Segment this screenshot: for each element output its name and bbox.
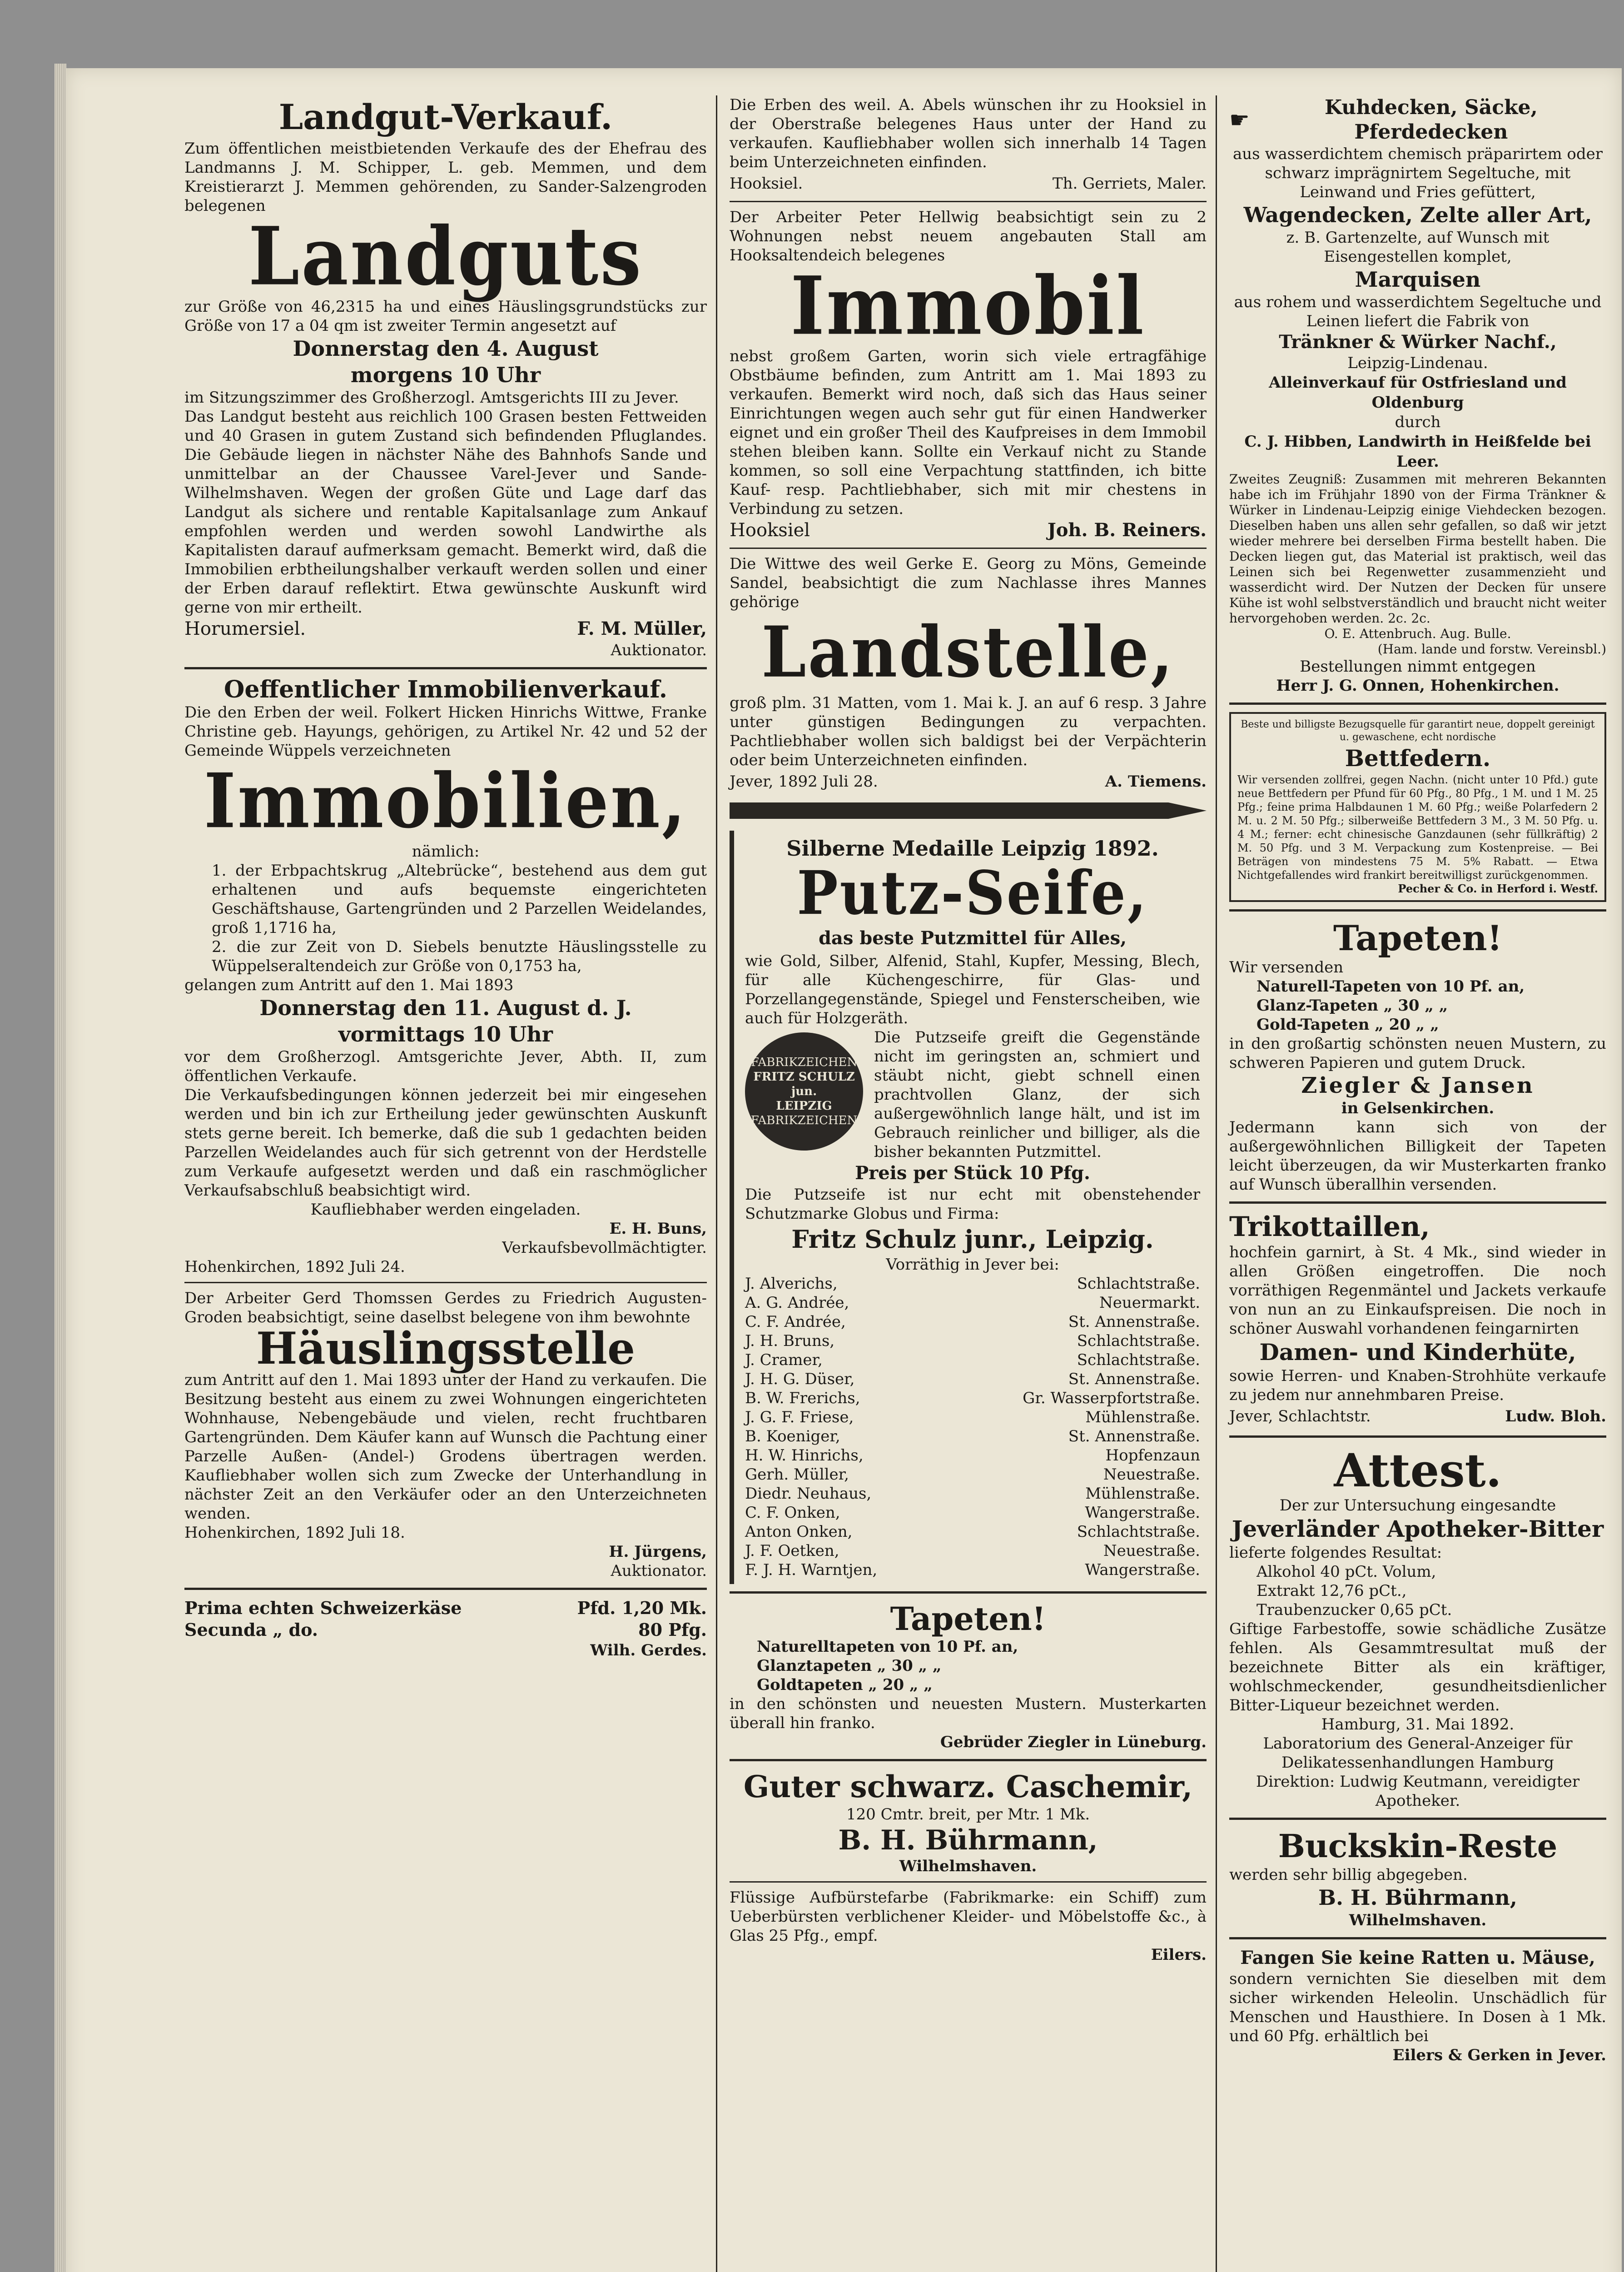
ad-text: groß plm. 31 Matten, vom 1. Mai k. J. an auf 6 resp. 3 Jahre unter günstigen Bedingungen zu verpachten. Pachtliebhaber wollen sich baldigst bei der Verpächterin oder beim Unterzeichneten einfinden.	[730, 694, 1207, 769]
ad-agent: Herr J. G. Onnen, Hohenkirchen.	[1276, 677, 1559, 695]
shop-row	[745, 1541, 1200, 1560]
ad-tagline: das beste Putzmittel für Alles,	[818, 927, 1127, 949]
column-1	[184, 95, 707, 2272]
price-value: Pfd. 1,20 Mk.	[577, 1598, 707, 1618]
shop-row	[745, 1350, 1200, 1370]
price-line: Glanztapeten „ 30 „ „	[757, 1657, 942, 1675]
price-value: 80 Pfg.	[638, 1619, 707, 1640]
shop-name: Anton Onken,	[745, 1523, 853, 1541]
divider	[730, 548, 1207, 549]
shop-row	[745, 1293, 1200, 1312]
ad-date-line: Hohenkirchen, 1892 Juli 24.	[184, 1258, 405, 1276]
ad-result: Alkohol 40 pCt. Volum,	[1256, 1563, 1436, 1581]
divider	[184, 667, 707, 669]
ad-result: Extrakt 12,76 pCt.,	[1256, 1582, 1407, 1600]
sig-date: Jever, 1892 Juli 28.	[730, 772, 878, 791]
column-3	[1229, 95, 1606, 2272]
ad-title: Attest.	[1334, 1444, 1502, 1497]
ad-title: Buckskin-Reste	[1278, 1827, 1558, 1865]
ad-text: Beste und billigste Bezugsquelle für garantirt neue, doppelt gereinigt u. gewaschene, echt nordische	[1241, 719, 1595, 743]
sig-name: Wilh. Gerdes.	[590, 1641, 707, 1659]
divider	[1229, 1937, 1606, 1939]
price-line: Glanz-Tapeten „ 30 „ „	[1256, 996, 1448, 1015]
shop-name: H. W. Hinrichs,	[745, 1446, 864, 1465]
ad-text: Die Putzseife ist nur echt mit obenstehender Schutzmarke Globus und Firma:	[745, 1186, 1200, 1223]
shop-name: J. F. Oetken,	[745, 1542, 839, 1560]
ad-text: vor dem Großherzogl. Amtsgerichte Jever, Abth. II, zum öffentlichen Verkaufe.	[184, 1048, 707, 1085]
price-line: Naturell-Tapeten von 10 Pf. an,	[1256, 977, 1525, 996]
divider	[1229, 1201, 1606, 1204]
shop-name: J. H. G. Düser,	[745, 1370, 855, 1388]
sig-name: Joh. B. Reiners.	[1047, 519, 1207, 541]
ad-testimony: Zweites Zeugniß: Zusammen mit mehreren Bekannten habe ich im Frühjahr 1890 von der Firma Tränkner & Würker in Lindenau-Leipzig einige Viehdecken bezogen. Dieselben haben uns allen sehr gefallen, so daß wir jetzt wieder mehrere bei derselben Firma bestellt haben. Die Decken liegen gut, das Material ist praktisch, weil das Leinen sich bei Regenwetter zusammenzieht und wasserdicht wird. Der Nutzen der Decken für unsere Kühe ist wohl selbstverständlich und braucht nicht weiter hervorgehoben werden. 2c. 2c.	[1229, 472, 1606, 626]
shop-row	[745, 1312, 1200, 1331]
sig-name: Ludw. Bloh.	[1505, 1407, 1606, 1425]
price-line	[184, 1597, 707, 1619]
ad-title: Damen- und Kinderhüte,	[1259, 1339, 1576, 1365]
ad-text: z. B. Gartenzelte, auf Wunsch mit Eisengestellen komplet,	[1286, 229, 1550, 266]
shop-street: Neuermarkt.	[1099, 1294, 1200, 1312]
ad-text: zum Antritt auf den 1. Mai 1893 unter der Hand zu verkaufen. Die Besitzung besteht aus einem zu zwei Wohnungen eingerichteten Wohnhause, Nebengebäude und vielen, recht fruchtbaren Gartengründen. Dem Käufer kann auf Wunsch die Pachtung einer Parzelle Außen- (Andel-) Grodens übertragen werden. Kaufliebhaber wollen sich zum Zwecke der Unterhandlung in nächster Zeit an den Verkäufer oder an den Unterzeichneten wenden.	[184, 1371, 707, 1523]
ad-headline: Landguts	[248, 209, 643, 304]
ad-text: wie Gold, Silber, Alfenid, Stahl, Kupfer, Messing, Blech, für alle Küchengeschirre, für Glas- und Porzellangegenstände, Spiegel und Fensterscheiben, wie auch für Holzgeräth.	[745, 952, 1200, 1027]
ad-text: im Sitzungszimmer des Großherzogl. Amtsgerichts III zu Jever.	[184, 389, 679, 407]
ad-headline: Landstelle,	[761, 611, 1175, 694]
sig-name: A. Tiemens.	[1105, 772, 1207, 791]
ad-title: Fangen Sie keine Ratten u. Mäuse,	[1240, 1947, 1595, 1968]
divider	[730, 1881, 1207, 1883]
shop-row	[745, 1560, 1200, 1579]
ad-text: werden sehr billig abgegeben.	[1229, 1866, 1468, 1884]
ad-city: Wilhelmshaven.	[899, 1857, 1037, 1875]
shop-street: Mühlenstraße.	[1085, 1485, 1200, 1503]
divider	[730, 201, 1207, 202]
divider	[184, 1588, 707, 1590]
seal-text: FABRIKZEICHEN	[750, 1114, 858, 1127]
ad-text: nämlich:	[412, 842, 480, 861]
ad-headline: Immobilien,	[204, 757, 688, 845]
ad-signature	[730, 172, 1207, 195]
ad-date-line: Hamburg, 31. Mai 1892.	[1321, 1715, 1515, 1734]
ad-signature	[184, 617, 707, 641]
ad-agent: C. J. Hibben, Landwirth in Heißfelde bei Leer.	[1244, 433, 1591, 471]
divider	[1229, 1435, 1606, 1438]
ad-text: aus wasserdichtem chemisch präparirtem oder schwarz imprägnirtem Segeltuche, mit Leinwand und Fries gefüttert,	[1233, 145, 1603, 201]
ad-text: Direktion: Ludwig Keutmann, vereidigter Apotheker.	[1256, 1773, 1580, 1810]
ad-signature	[730, 518, 1207, 542]
ad-text: Der Arbeiter Gerd Thomssen Gerdes zu Friedrich Augusten-Groden beabsichtigt, seine daselbst belegene von ihm bewohnte	[184, 1289, 707, 1326]
shop-name: J. G. F. Friese,	[745, 1408, 854, 1426]
ad-text: Flüssige Aufbürstefarbe (Fabrikmarke: ein Schiff) zum Ueberbürsten verblichener Kleider- und Möbelstoffe &c., à Glas 25 Pfg., empf.	[730, 1888, 1207, 1945]
divider	[1229, 909, 1606, 912]
shop-street: St. Annenstraße.	[1068, 1370, 1200, 1388]
divider	[1229, 703, 1606, 705]
shop-name: F. J. H. Warntjen,	[745, 1561, 878, 1579]
ad-city: in Gelsenkirchen.	[1341, 1099, 1495, 1117]
ad-title: Wagendecken, Zelte aller Art,	[1243, 203, 1592, 227]
ad-text: Zum öffentlichen meistbietenden Verkaufe des der Ehefrau des Landmanns J. M. Schipper, L. geb. Memmen, und dem Kreistierarzt J. Memmen gehörenden, zu Sander-Salzengroden belegenen	[184, 140, 707, 215]
price-line: Gold-Tapeten „ 20 „ „	[1256, 1016, 1439, 1034]
ad-title: Tapeten!	[1333, 918, 1503, 958]
sig-role: Auktionator.	[611, 641, 707, 659]
ad-text: sowie Herren- und Knaben-Strohhüte verkaufe zu jedem nur annehmbaren Preise.	[1229, 1367, 1606, 1404]
price-line: Goldtapeten „ 20 „ „	[757, 1676, 933, 1694]
ad-city: Wilhelmshaven.	[1349, 1911, 1487, 1929]
ad-result: Traubenzucker 0,65 pCt.	[1256, 1601, 1452, 1619]
price-label: Secunda „ do.	[184, 1619, 318, 1640]
sig-place: Horumersiel.	[184, 618, 306, 639]
ad-text: sondern vernichten Sie dieselben mit dem sicher wirkenden Heleolin. Unschädlich für Menschen und Hausthiere. In Dosen à 1 Mk. und 60 Pfg. erhältlich bei	[1229, 1970, 1606, 2045]
ad-text: Die Erben des weil. A. Abels wünschen ihr zu Hooksiel in der Oberstraße belegenes Haus unter der Hand zu verkaufen. Kaufliebhaber wollen sich innerhalb 14 Tagen beim Unterzeichneten einfinden.	[730, 96, 1207, 171]
shop-street: Wangerstraße.	[1085, 1504, 1200, 1522]
sig-name: E. H. Buns,	[609, 1220, 707, 1238]
shop-street: Wangerstraße.	[1085, 1561, 1200, 1579]
ad-date: Donnerstag den 4. August	[293, 336, 599, 361]
ad-text: Laboratorium des General-Anzeiger für Delikatessenhandlungen Hamburg	[1263, 1734, 1573, 1772]
divider	[1229, 1818, 1606, 1820]
ad-firm: Fritz Schulz junr., Leipzig.	[791, 1225, 1154, 1254]
ad-text: hochfein garnirt, à St. 4 Mk., sind wieder in allen Größen eingetroffen. Die noch vorräthigen Regenmäntel und Jackets verkaufe von nun an zu Einkaufspreisen. Die noch in schöner Auswahl vorhandenen feingarnirten	[1229, 1243, 1606, 1338]
newspaper-page	[66, 68, 1622, 2272]
shop-row	[745, 1274, 1200, 1293]
ad-text: Der zur Untersuchung eingesandte	[1279, 1496, 1556, 1515]
shop-street: St. Annenstraße.	[1068, 1313, 1200, 1331]
divider	[184, 1282, 707, 1283]
ad-medal: Silberne Medaille Leipzig 1892.	[786, 836, 1159, 861]
ad-text: in den großartig schönsten neuen Mustern, zu schweren Papieren und gutem Druck.	[1229, 1035, 1606, 1072]
seal-text: LEIPZIG	[776, 1099, 832, 1113]
ad-text: Der Arbeiter Peter Hellwig beabsichtigt sein zu 2 Wohnungen nebst neuem angebauten Stall am Hooksaltendeich belegenes	[730, 208, 1207, 264]
shop-row	[745, 1446, 1200, 1465]
ad-text: gelangen zum Antritt auf den 1. Mai 1893	[184, 976, 514, 994]
ad-subtitle: Alleinverkauf für Ostfriesland und Oldenburg	[1269, 374, 1567, 412]
shop-list	[745, 1274, 1200, 1579]
shop-street: Neuestraße.	[1103, 1465, 1200, 1484]
putz-seife-ad	[730, 831, 1207, 1584]
sig-name: Eilers & Gerken in Jever.	[1392, 2046, 1606, 2064]
banner-arrow	[730, 797, 1207, 824]
ad-title-row	[1229, 95, 1606, 144]
price-line	[184, 1619, 707, 1641]
ad-text: Die Wittwe des weil Gerke E. Georg zu Möns, Gemeinde Sandel, beabsichtigt die zum Nachlasse ihres Mannes gehörige	[730, 555, 1207, 611]
ad-signature	[1229, 1405, 1606, 1428]
page-edge-leaves	[55, 64, 66, 2272]
ad-title: Kuhdecken, Säcke, Pferdedecken	[1325, 96, 1538, 144]
ad-text: in den schönsten und neuesten Mustern. Musterkarten überall hin franko.	[730, 1695, 1207, 1732]
ad-title: Marquisen	[1355, 267, 1481, 292]
shop-row	[745, 1503, 1200, 1522]
ad-text: Wir versenden	[1229, 958, 1344, 977]
shop-row	[745, 1522, 1200, 1541]
ad-text: 120 Cmtr. breit, per Mtr. 1 Mk.	[846, 1805, 1090, 1824]
ad-text: Kaufliebhaber werden eingeladen.	[310, 1201, 581, 1219]
sig-name: Gebrüder Ziegler in Lüneburg.	[940, 1733, 1207, 1751]
ad-text: zur Größe von 46,2315 ha und eines Häuslingsgrundstücks zur Größe von 17 a 04 qm ist zweiter Termin angesetzt auf	[184, 298, 707, 335]
ad-title: Guter schwarz. Caschemir,	[743, 1769, 1193, 1804]
shop-street: Mühlenstraße.	[1085, 1408, 1200, 1426]
sig-role: Verkaufsbevollmächtigter.	[502, 1239, 707, 1257]
ad-firm: B. H. Bührmann,	[1318, 1885, 1517, 1910]
ad-headline: Putz-Seife,	[797, 857, 1148, 928]
ad-testimony-sig: O. E. Attenbruch. Aug. Bulle.	[1324, 626, 1511, 641]
shop-row	[745, 1370, 1200, 1389]
sig-place: Hooksiel	[730, 520, 810, 541]
seal-text: FABRIKZEICHEN	[750, 1056, 858, 1069]
shop-street: Hopfenzaun	[1105, 1446, 1200, 1465]
ad-text: Die Verkaufsbedingungen können jederzeit bei mir eingesehen werden und bin ich zur Ertheilung jeder gewünschten Auskunft stets gerne bereit. Ich bemerke, daß die sub 1 gedachten beiden Parzellen Weidelandes auch für sich getrennt von der Herdstelle zum Verkaufe aufgesetzt werden und daß ein raschmöglicher Verkaufsabschluß beabsichtigt wird.	[184, 1086, 707, 1200]
ad-product: Jeverländer Apotheker-Bitter	[1232, 1515, 1604, 1542]
shop-street: Neuestraße.	[1103, 1542, 1200, 1560]
shop-street: Gr. Wasserpfortstraße.	[1023, 1389, 1200, 1407]
ad-text: Die Putzseife greift die Gegenstände nicht im geringsten an, schmiert und stäubt nicht, giebt schnell einen prachtvollen Glanz, der sich außergewöhnlich lange hält, und ist im Gebrauch reinlicher und billiger, als die bisher bekannten Putzmittel.	[874, 1028, 1200, 1161]
divider	[730, 1759, 1207, 1761]
column-rule	[716, 95, 717, 2272]
shop-name: J. H. Bruns,	[745, 1332, 835, 1350]
sig-name: F. M. Müller,	[577, 618, 707, 639]
shop-row	[745, 1331, 1200, 1350]
ad-title: Bettfedern.	[1345, 745, 1491, 772]
ad-text: Bestellungen nimmt entgegen	[1300, 658, 1536, 676]
shop-street: St. Annenstraße.	[1068, 1427, 1200, 1445]
shop-street: Schlachtstraße.	[1077, 1275, 1200, 1293]
shop-name: B. Koeniger,	[745, 1427, 840, 1445]
shop-row	[745, 1389, 1200, 1408]
sig-role: Auktionator.	[611, 1562, 707, 1580]
ad-list-item: 1. der Erbpachtskrug „Altebrücke“, bestehend aus dem gut erhaltenen und aufs bequemste eingerichteten Geschäftshause, Gartengründen und 2 Parzellen Weidelandes, groß 1,1716 ha,	[212, 862, 707, 937]
sig-name: Th. Gerriets, Maler.	[1052, 174, 1207, 193]
ad-time: morgens 10 Uhr	[350, 363, 541, 387]
ad-text: durch	[1395, 413, 1441, 431]
price-line: Naturelltapeten von 10 Pf. an,	[757, 1638, 1018, 1656]
seal-text: FRITZ SCHULZ jun.	[753, 1070, 855, 1098]
bettfedern-ad	[1229, 712, 1606, 902]
ad-city: Leipzig-Lindenau.	[1347, 354, 1488, 372]
ad-firm: B. H. Bührmann,	[838, 1824, 1098, 1856]
shop-name: J. Cramer,	[745, 1351, 823, 1369]
sig-place: Jever, Schlachtstr.	[1229, 1407, 1371, 1425]
shop-row	[745, 1408, 1200, 1427]
ad-text: lieferte folgendes Resultat:	[1229, 1544, 1442, 1562]
ad-title: Landgut-Verkauf.	[278, 97, 613, 137]
ad-headline: Immobil	[790, 259, 1146, 353]
ad-title: Trikottaillen,	[1229, 1211, 1430, 1243]
ad-text: Das Landgut besteht aus reichlich 100 Grasen besten Fettweiden und 40 Grasen in gutem Zustand sich befindenden Pfluglandes. Die Gebäude liegen in nächster Nähe des Bahnhofs Sande und unmittelbar an der Chaussee Varel-Jever und Sande-Wilhelmshaven. Wegen der großen Güte und Lage darf das Landgut als sichere und rentable Kapitalsanlage zum Ankauf empfohlen werden und werden sowohl Landwirthe als Kapitalisten darauf aufmerksam gemacht. Bemerkt wird, daß die Immobilien erbtheilungshalber verkauft werden sollen und einer der Erben darauf reflektirt. Etwa gewünschte Auskunft wird gerne von mir ertheilt.	[184, 408, 707, 617]
shop-name: Gerh. Müller,	[745, 1465, 849, 1484]
sig-name: H. Jürgens,	[609, 1543, 707, 1561]
ad-title: Oeffentlicher Immobilienverkauf.	[224, 676, 667, 703]
ad-text: Wir versenden zollfrei, gegen Nachn. (nicht unter 10 Pfd.) gute neue Bettfedern per Pfund für 60 Pfg., 80 Pfg., 1 M. und 1 M. 25 Pfg.; feine prima Halbdaunen 1 M. 60 Pfg.; weiße Polarfedern 2 M. u. 2 M. 50 Pfg.; silberweiße Bettfedern 3 M., 3 M. 50 Pfg. u. 4 M.; ferner: echt chinesische Ganzdaunen (sehr füllkräftig) 2 M. 50 Pfg. und 3 M. Verpackung zum Kostenpreise. — Bei Beträgen von mindestens 75 M. 5% Rabatt. — Etwa Nichtgefallendes wird frankirt bereitwilligst zurückgenommen.	[1237, 773, 1598, 882]
sig-place: Hooksiel.	[730, 174, 803, 193]
sig-name: Pecher & Co. in Herford i. Westf.	[1398, 882, 1598, 895]
ad-testimony-source: (Ham. lande und forstw. Vereinsbl.)	[1377, 642, 1606, 657]
ad-date-line: Hohenkirchen, 1892 Juli 18.	[184, 1524, 405, 1542]
ad-firm: Ziegler & Jansen	[1301, 1073, 1535, 1098]
shop-name: C. F. Onken,	[745, 1504, 840, 1522]
shop-name: J. Alverichs,	[745, 1275, 838, 1293]
column-rule	[1216, 95, 1217, 2272]
shop-name: Diedr. Neuhaus,	[745, 1485, 872, 1503]
ad-date: Donnerstag den 11. August d. J.	[259, 996, 632, 1020]
ad-time: vormittags 10 Uhr	[338, 1022, 553, 1046]
ad-signature	[730, 770, 1207, 793]
ad-price: Preis per Stück 10 Pfg.	[855, 1162, 1090, 1184]
column-2	[730, 95, 1207, 2272]
shop-street: Schlachtstraße.	[1077, 1351, 1200, 1369]
pointing-hand-icon: ☛	[1229, 107, 1250, 133]
ad-text: aus rohem und wasserdichtem Segeltuche und Leinen liefert die Fabrik von	[1234, 293, 1602, 330]
ad-text: Giftige Farbestoffe, sowie schädliche Zusätze fehlen. Als Gesammtresultat muß der bezeichnete Bitter als ein kräftiger, wohlschmeckender, gesundheitsdienlicher Bitter-Liqueur bezeichnet werden.	[1229, 1620, 1606, 1714]
shop-name: B. W. Frerichs,	[745, 1389, 860, 1407]
shop-row	[745, 1465, 1200, 1484]
ad-text: nebst großem Garten, worin sich viele ertragfähige Obstbäume befinden, zum Antritt am 1. Mai 1893 zu verkaufen. Bemerkt wird noch, daß sich das Haus seiner Einrichtungen wegen auch sehr gut für einen Handwerker eignet und ein großer Theil des Kaufpreises in dem Immobil stehen bleiben kann. Sollte ein Verkauf nicht zu Stande kommen, so soll eine Verpachtung stattfinden, ich bitte Kauf- resp. Pachtliebhaber, sich mit mir chestens in Verbindung zu setzen.	[730, 347, 1207, 518]
sig-name: Eilers.	[1151, 1946, 1207, 1964]
trademark-seal	[745, 1032, 863, 1151]
shop-name: A. G. Andrée,	[745, 1294, 849, 1312]
ad-firm: Tränkner & Würker Nachf.,	[1279, 331, 1557, 353]
ad-text: Jedermann kann sich von der außergewöhnlichen Billigkeit der Tapeten leicht überzeugen, da wir Musterkarten franko auf Wunsch überallhin versenden.	[1229, 1118, 1606, 1194]
ad-text: Die den Erben der weil. Folkert Hicken Hinrichs Wittwe, Franke Christine geb. Hayungs, gehörigen, zu Artikel Nr. 42 und 52 der Gemeinde Wüppels verzeichneten	[184, 703, 707, 760]
ad-list-item: 2. die zur Zeit von D. Siebels benutzte Häuslingsstelle zu Wüppelseraltendeich zur Größe von 0,1753 ha,	[212, 938, 707, 975]
shop-name: C. F. Andrée,	[745, 1313, 846, 1331]
shop-row	[745, 1484, 1200, 1503]
ad-title: Tapeten!	[890, 1600, 1046, 1638]
divider	[730, 1591, 1207, 1594]
shop-row	[745, 1427, 1200, 1446]
ad-headline: Häuslingsstelle	[256, 1323, 636, 1374]
shop-street: Schlachtstraße.	[1077, 1332, 1200, 1350]
price-label: Prima echten Schweizerkäse	[184, 1598, 462, 1618]
shop-street: Schlachtstraße.	[1077, 1523, 1200, 1541]
ad-text: Vorräthig in Jever bei:	[886, 1256, 1059, 1274]
